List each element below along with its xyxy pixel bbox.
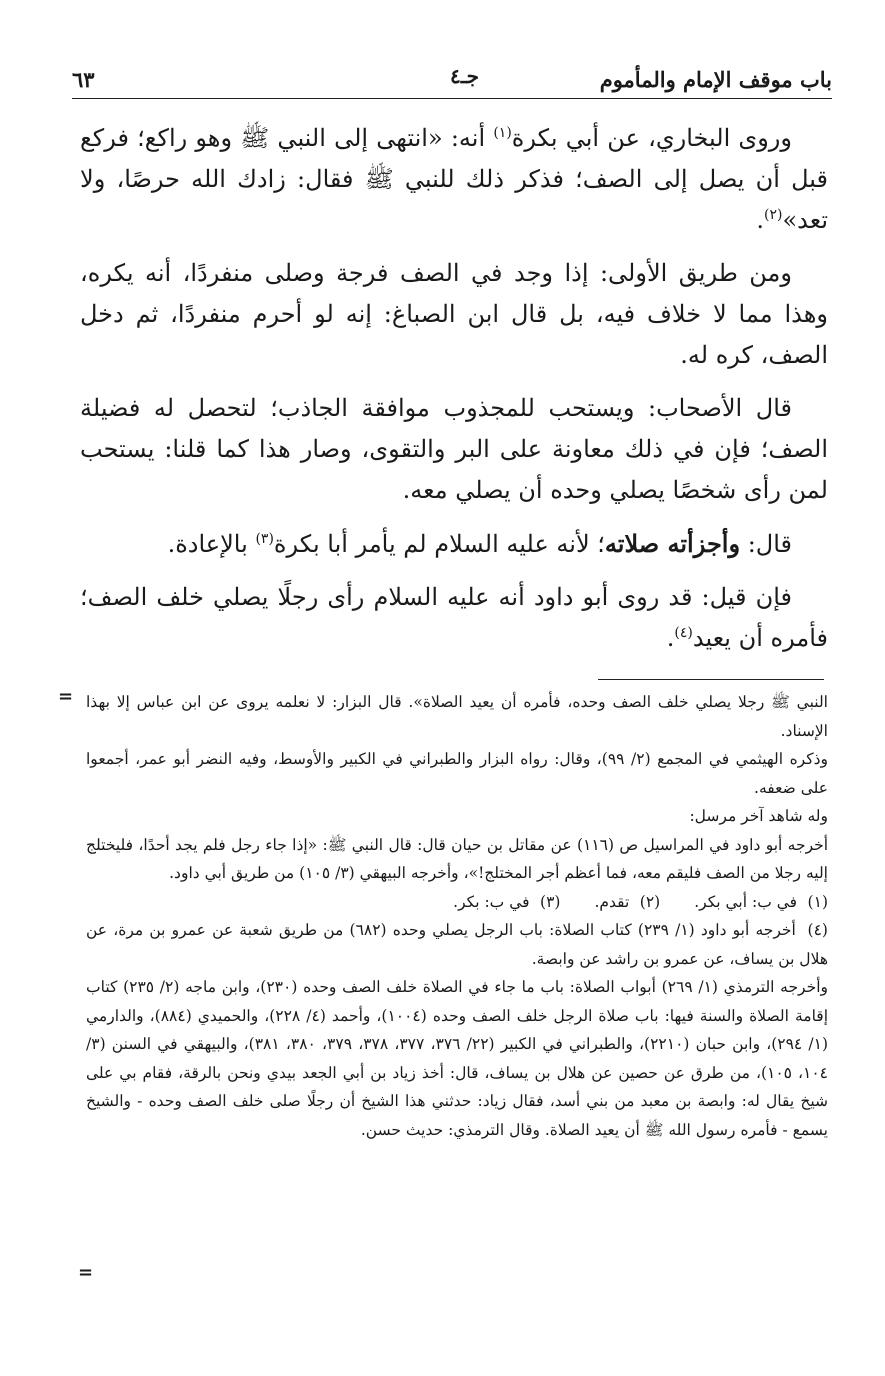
matn-quote: وأجزأته صلاته [604, 529, 741, 558]
footnote-4 [86, 916, 828, 973]
paragraph-3: قال الأصحاب: ويستحب للمجذوب موافقة الجاذب؛ لتحصل له فضيلة الصف؛ فإن في ذلك معاونة على البر والتقوى، وصار هذا كما قلنا: يستحب لمن رأى شخصًا يصلي وحده أن يصلي معه. [80, 394, 828, 504]
short-footnotes [86, 888, 828, 917]
footnote-continuation-2: وذكره الهيثمي في المجمع (٢/ ٩٩)، وقال: رواه البزار والطبراني في الكبير والأوسط، وفيه النضر أبو عمر، أجمعوا على ضعفه. [86, 750, 829, 797]
footnote-continuation-3: وله شاهد آخر مرسل: [689, 807, 828, 825]
footnote-ref-3: (٣) [255, 531, 274, 547]
header-rule [72, 98, 832, 99]
p5-text-body: فإن قيل: قد روى أبو داود أنه عليه السلام رأى رجلًا يصلي خلف الصف؛ فأمره أن يعيد [80, 583, 828, 652]
footnote-continuation-4: أخرجه أبو داود في المراسيل ص (١١٦) عن مقاتل بن حيان قال: قال النبي ﷺ: «إذا جاء رجل فلم يجد أحدًا، فليختلج إليه رجلا من الصف فليقم معه، فما أعظم أجر المختلج!»، وأخرجه البيهقي (٣/ ١٠٥) من طريق أبي داود. [86, 835, 829, 882]
volume-label: جـ٤ [450, 64, 479, 88]
footnote-ref-4: (٤) [674, 625, 693, 641]
p4-text-end: بالإعادة. [167, 530, 256, 558]
p1-text-end: . [756, 206, 764, 234]
paragraph-1 [80, 118, 828, 241]
p1-text-body: أنه: «انتهى إلى النبي ﷺ وهو راكع؛ فركع قبل أن يصل إلى الصف؛ فذكر ذلك للنبي ﷺ فقال: زادك الله حرصًا، ولا تعد» [80, 124, 828, 234]
footnote-1-text: في ب: أبي بكر. [694, 892, 798, 911]
footnote-continuation-1: النبي ﷺ رجلا يصلي خلف الصف وحده، فأمره أن يعيد الصلاة». قال البزار: لا نعلمه يروى عن ابن عباس إلا بهذا الإسناد. [86, 693, 828, 740]
footnote-3-text: في ب: بكر. [453, 892, 530, 911]
footnote-1-number: (١) [807, 892, 828, 911]
footnote-4-text: أخرجه أبو داود (١/ ٢٣٩) كتاب الصلاة: باب الرجل يصلي وحده (٦٨٢) من طريق شعبة عن عمرو بن مرة، عن هلال بن يساف، عن عمرو بن راشد عن وابصة. [86, 921, 828, 968]
footnote-ref-1: (١) [493, 125, 512, 141]
footnote-4-number: (٤) [807, 921, 828, 939]
continuation-mark-top: = [58, 686, 74, 707]
paragraph-5 [80, 577, 828, 659]
p4-text-body: ؛ لأنه عليه السلام لم يأمر أبا بكرة [273, 530, 605, 558]
paragraph-4 [80, 523, 828, 565]
continuation-mark-bottom: = [78, 1262, 94, 1283]
footnotes [86, 688, 828, 1144]
p1-text-start: وروى البخاري، عن أبي بكرة [511, 124, 792, 152]
footnote-1 [694, 888, 828, 917]
footnote-2 [594, 888, 660, 917]
chapter-title: باب موقف الإمام والمأموم [599, 66, 832, 92]
footnote-2-number: (٢) [639, 892, 661, 911]
page-number: ٦٣ [72, 66, 95, 92]
running-header [72, 62, 832, 96]
main-text [80, 118, 828, 671]
footnote-rule [598, 679, 824, 680]
footnote-4-continued: وأخرجه الترمذي (١/ ٢٦٩) أبواب الصلاة: باب ما جاء في الصلاة خلف الصف وحده (٢٣٠)، وابن ماجه (٢/ ٢٣٥) كتاب إقامة الصلاة والسنة فيها: باب صلاة الرجل خلف الصف وحده (١٠٠٤)، وأحمد (٤/ ٢٢٨)، والحميدي (٨٨٤)، والدارمي (١/ ٢٩٤)، وابن حبان (٢٢١٠)، والطبراني في الكبير (٢٢/ ٣٧٦، ٣٧٧، ٣٧٨، ٣٧٩، ٣٨٠، ٣٨١)، والبيهقي في السنن (٣/ ١٠٤، ١٠٥)، من طرق عن حصين عن هلال بن يساف، قال: أخذ زياد بن أبي الجعد بيدي ونحن بالرقة، فقام بي على شيخ يقال له: وابصة بن معبد من بني أسد، فقال زياد: حدثني هذا الشيخ أن رجلًا صلى خلف الصف وحده - والشيخ يسمع - فأمره رسول الله ﷺ أن يعيد الصلاة. وقال الترمذي: حديث حسن. [86, 978, 829, 1139]
footnote-3 [453, 888, 560, 917]
paragraph-2: ومن طريق الأولى: إذا وجد في الصف فرجة وصلى منفردًا، أنه يكره، وهذا مما لا خلاف فيه، بل قال ابن الصباغ: إنه لو أحرم منفردًا، ثم دخل الصف، كره له. [80, 259, 828, 369]
footnote-2-text: تقدم. [594, 892, 630, 911]
p5-text-end: . [666, 624, 675, 652]
p4-text-start: قال: [740, 530, 792, 558]
footnote-3-number: (٣) [540, 892, 561, 911]
footnote-ref-2: (٢) [763, 207, 783, 223]
